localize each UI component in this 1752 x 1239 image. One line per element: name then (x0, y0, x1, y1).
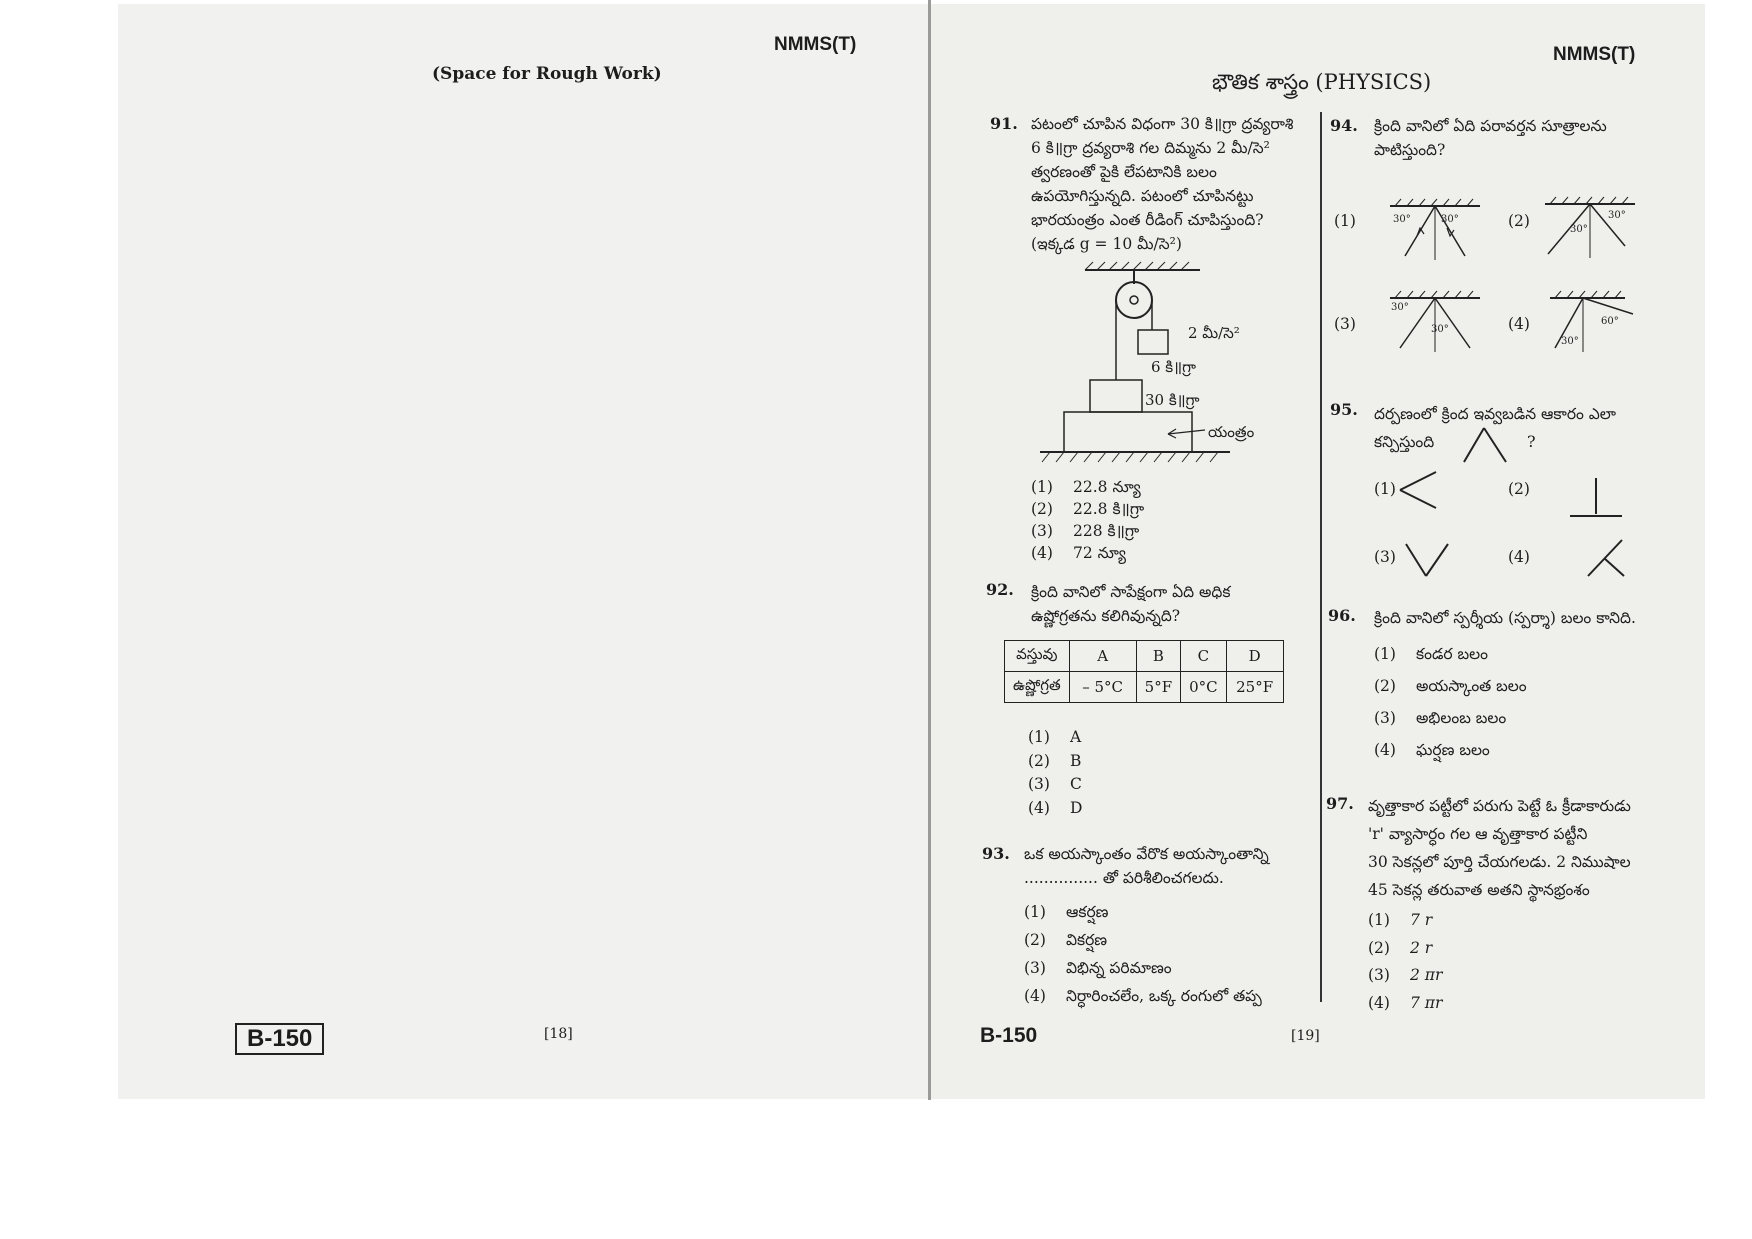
option[interactable] (1024, 898, 1262, 926)
table-cell: 25°F (1226, 672, 1283, 703)
option[interactable] (1374, 638, 1527, 670)
option[interactable] (1028, 773, 1082, 797)
question-text (1368, 792, 1631, 904)
option[interactable] (1024, 982, 1262, 1010)
left-header: NMMS(T) (774, 34, 857, 55)
option-text: 7 r (1410, 911, 1433, 929)
option[interactable] (1368, 935, 1442, 963)
option-number[interactable]: (3) (1374, 548, 1396, 566)
text-line: క్రింది వానిలో స్పర్శీయ (స్పర్శా) బలం కానిది. (1374, 609, 1636, 627)
options-96 (1374, 638, 1527, 766)
option-number: (2) (1028, 751, 1050, 770)
right-page-code: B-150 (980, 1024, 1038, 1047)
text-line: పటంలో చూపిన విధంగా 30 కి॥గ్రా ద్రవ్యరాశి (1031, 115, 1294, 133)
text-line: ఉష్ణోగ్రతను కలిగివున్నది? (1031, 607, 1181, 625)
text-line: వృత్తాకార పట్టీలో పరుగు పెట్టే ఓ క్రీడాకారుడు (1368, 797, 1631, 815)
small-mass-label: 6 కి॥గ్రా (1151, 358, 1196, 376)
mirror-shape-option-1[interactable] (1398, 470, 1443, 510)
option-text: నిర్ధారించలేం, ఒక్క రంగులో తప్ప (1066, 987, 1262, 1005)
text-line: ఉపయోగిస్తున్నది. పటంలో చూపినట్టు (1031, 187, 1254, 205)
book-spine (928, 0, 931, 1100)
question-text (1031, 112, 1293, 256)
option-text: A (1070, 728, 1082, 746)
option[interactable] (1368, 990, 1442, 1018)
option-text: D (1070, 798, 1083, 817)
option-number[interactable]: (2) (1508, 212, 1530, 230)
question-number: 97. (1326, 794, 1354, 813)
subject-title: భౌతిక శాస్త్రం (PHYSICS) (1212, 70, 1432, 94)
question-number: 94. (1330, 116, 1358, 135)
option[interactable] (1031, 498, 1144, 520)
text-line: త్వరణంతో పైకి లేపటానికి బలం (1031, 163, 1217, 181)
option-number[interactable]: (2) (1508, 480, 1530, 498)
option-number: (2) (1368, 938, 1390, 957)
text-line: (ఇక్కడ g = 10 మీ/సె²) (1031, 235, 1182, 253)
option-number[interactable]: (4) (1508, 315, 1530, 333)
option-number: (3) (1028, 775, 1050, 793)
option[interactable] (1028, 797, 1082, 821)
text-line: దర్పణంలో క్రింద ఇవ్వబడిన ఆకారం ఎలా (1374, 405, 1617, 423)
text-line: 45 సెకన్ల తరువాత అతని స్థానభ్రంశం (1368, 881, 1590, 899)
option-number: (1) (1028, 728, 1050, 746)
option-number: (2) (1031, 500, 1053, 518)
option-text: ఘర్షణ బలం (1416, 741, 1490, 759)
option[interactable] (1028, 726, 1082, 750)
table-cell: ఉష్ణోగ్రత (1005, 672, 1070, 703)
text-line: క్రింది వానిలో ఏది పరావర్తన సూత్రాలను (1374, 117, 1607, 135)
option-number: (1) (1368, 911, 1390, 929)
options-93 (1024, 898, 1262, 1010)
option-text: 228 కి॥గ్రా (1073, 522, 1140, 540)
angle-label: 30° (1561, 336, 1579, 347)
option[interactable] (1374, 702, 1527, 734)
text-line: పాటిస్తుంది? (1374, 141, 1446, 159)
option-number[interactable]: (1) (1334, 212, 1356, 230)
question-text (1024, 842, 1269, 890)
table-cell: – 5°C (1069, 672, 1136, 703)
reflection-diagram-1[interactable] (1385, 198, 1485, 263)
question-text (1374, 114, 1607, 162)
right-page-number: [19] (1291, 1028, 1320, 1044)
question-number: 91. (990, 114, 1018, 133)
left-page (118, 4, 936, 1099)
reflection-diagram-4[interactable] (1545, 290, 1645, 355)
reflection-diagram-3[interactable] (1385, 290, 1485, 355)
angle-label: 30° (1441, 214, 1459, 225)
option-number: (4) (1031, 544, 1053, 562)
option-text: అయస్కాంత బలం (1416, 677, 1527, 695)
machine-label: యంత్రం (1208, 423, 1255, 441)
option-text: 7 πr (1410, 993, 1443, 1012)
option[interactable] (1031, 476, 1144, 498)
question-text (1374, 606, 1636, 630)
reflection-diagram-2[interactable] (1540, 196, 1640, 261)
rough-work-title: (Space for Rough Work) (432, 64, 662, 84)
option-number: (3) (1024, 959, 1046, 977)
big-mass-label: 30 కి॥గ్రా (1145, 391, 1200, 409)
angle-label: 30° (1570, 224, 1588, 235)
right-header: NMMS(T) (1553, 44, 1636, 65)
text-line: ఒక అయస్కాంతం వేరొక అయస్కాంతాన్ని (1024, 845, 1269, 863)
table-cell: 0°C (1181, 672, 1227, 703)
option[interactable] (1368, 907, 1442, 935)
option-number: (4) (1028, 798, 1050, 817)
angle-label: 30° (1393, 214, 1411, 225)
table-row (1005, 641, 1284, 672)
option-number[interactable]: (1) (1374, 480, 1396, 498)
text-line: భారయంత్రం ఎంత రీడింగ్ చూపిస్తుంది? (1031, 211, 1264, 229)
mirror-shape-option-2[interactable] (1568, 476, 1624, 520)
option[interactable] (1031, 520, 1144, 542)
option-text: C (1070, 775, 1082, 793)
question-number: 96. (1328, 606, 1356, 625)
table-row (1005, 672, 1284, 703)
text-line: క్రింది వానిలో సాపేక్షంగా ఏది అధిక (1031, 583, 1231, 601)
angle-label: 30° (1608, 210, 1626, 221)
option-text: 2 πr (1410, 966, 1443, 984)
option-text: 22.8 న్యూ (1073, 478, 1141, 496)
option-number: (2) (1374, 677, 1396, 695)
temperature-table (1004, 640, 1284, 703)
column-divider (1320, 112, 1322, 1002)
option[interactable] (1031, 542, 1144, 564)
option[interactable] (1024, 926, 1262, 954)
option[interactable] (1024, 954, 1262, 982)
option[interactable] (1374, 670, 1527, 702)
text-line: ............... తో పరిశీలించగలదు. (1024, 869, 1224, 887)
table-cell: C (1181, 641, 1227, 672)
option-number: (3) (1374, 709, 1396, 727)
question-number: 93. (982, 844, 1010, 863)
option[interactable] (1368, 962, 1442, 990)
text-line: 6 కి॥గ్రా ద్రవ్యరాశి గల దిమ్మను 2 మీ/సె² (1031, 139, 1270, 157)
options-97 (1368, 907, 1442, 1017)
table-cell: వస్తువు (1005, 641, 1070, 672)
table-cell: B (1136, 641, 1180, 672)
text-line: 30 సెకన్లలో పూర్తి చేయగలడు. 2 నిముషాల (1368, 853, 1631, 871)
option-number: (3) (1031, 522, 1053, 540)
option-number: (4) (1024, 987, 1046, 1005)
text-line: కన్పిస్తుంది (1374, 433, 1435, 451)
option-text: 2 r (1410, 938, 1433, 957)
table-cell: D (1226, 641, 1283, 672)
option-number[interactable]: (3) (1334, 315, 1356, 333)
table-cell: A (1069, 641, 1136, 672)
option-number: (4) (1374, 741, 1396, 759)
option-number: (1) (1031, 478, 1053, 496)
question-number: 95. (1330, 400, 1358, 419)
option-number: (1) (1374, 645, 1396, 663)
angle-label: 30° (1431, 324, 1449, 335)
accel-label: 2 మీ/సె² (1188, 324, 1240, 342)
option-number: (1) (1024, 903, 1046, 921)
mirror-shape-option-3[interactable] (1404, 540, 1449, 580)
table-cell: 5°F (1136, 672, 1180, 703)
option-text: కండర బలం (1416, 645, 1489, 663)
option-text: విభిన్న పరిమాణం (1066, 959, 1172, 977)
option[interactable] (1028, 750, 1082, 774)
option-text: అభిలంబ బలం (1416, 709, 1507, 727)
question-mark: ? (1527, 432, 1536, 451)
options-92 (1028, 726, 1082, 820)
option-number[interactable]: (4) (1508, 548, 1530, 566)
mirror-shape-option-4[interactable] (1582, 538, 1627, 578)
left-page-code: B-150 (235, 1023, 324, 1055)
option-number: (4) (1368, 993, 1390, 1012)
angle-label: 60° (1601, 316, 1619, 327)
option-number: (3) (1368, 966, 1390, 984)
text-line: 'r' వ్యాసార్ధం గల ఆ వృత్తాకార పట్టీని (1368, 825, 1588, 843)
option-text: వికర్షణ (1066, 931, 1108, 949)
question-text (1031, 580, 1230, 628)
left-page-number: [18] (544, 1026, 573, 1042)
angle-label: 30° (1391, 302, 1409, 313)
option-text: 22.8 కి॥గ్రా (1073, 500, 1145, 518)
option-text: 72 న్యూ (1073, 544, 1126, 562)
option-text: ఆకర్షణ (1066, 903, 1109, 921)
question-number: 92. (986, 580, 1014, 599)
options-91 (1031, 476, 1144, 564)
option-number: (2) (1024, 931, 1046, 949)
given-shape (1462, 424, 1507, 464)
option-text: B (1070, 751, 1082, 770)
option[interactable] (1374, 734, 1527, 766)
